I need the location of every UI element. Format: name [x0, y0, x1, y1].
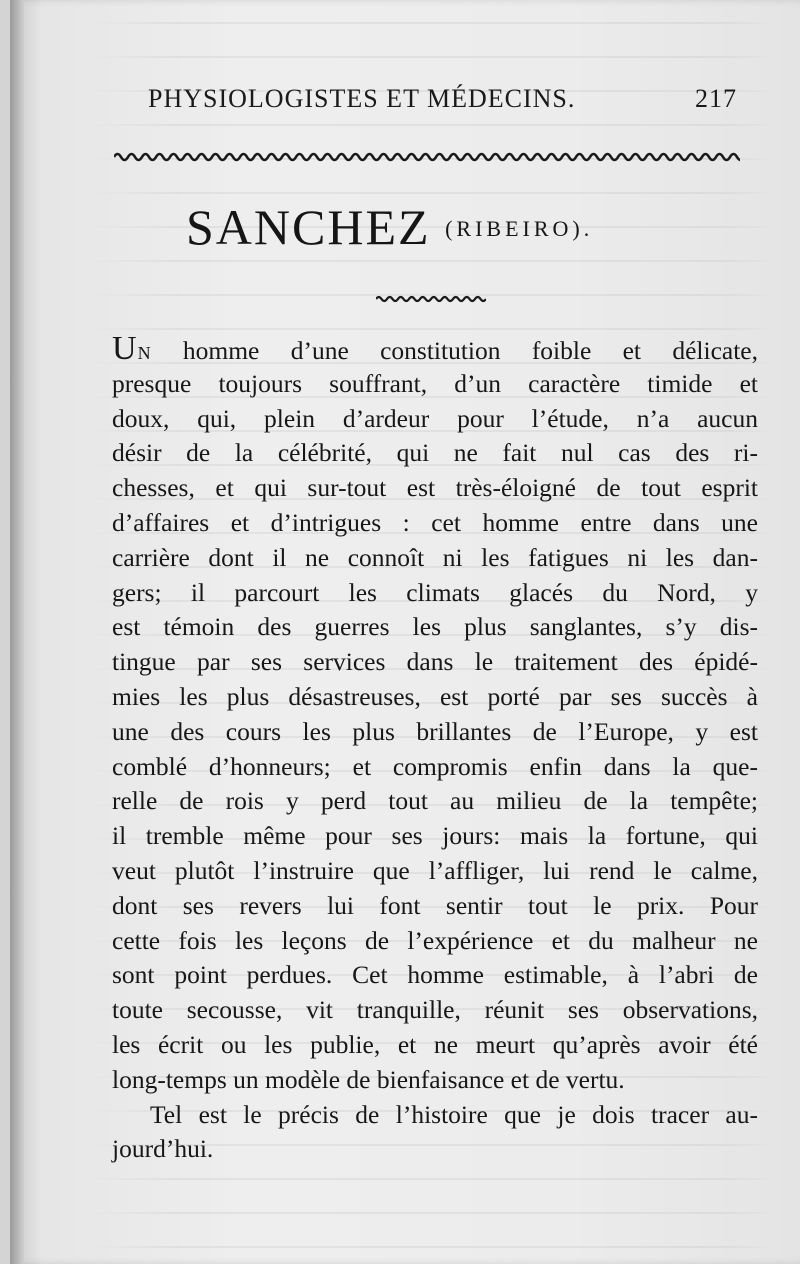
body-line: il tremble même pour ses jours: mais la fortune, qui	[112, 821, 758, 851]
title-rule-ornament	[376, 292, 486, 306]
page-number: 217	[695, 84, 737, 113]
body-line: veut plutôt l’instruire que l’affliger, lui rend le calme,	[112, 855, 758, 885]
book-page	[10, 0, 800, 1264]
body-line-paragraph-2-end: jourd’hui.	[112, 1134, 214, 1164]
body-line: dont ses revers lui font sentir tout le prix. Pour	[112, 890, 758, 920]
body-line: les écrit ou les publie, et ne meurt qu’après avoir été	[112, 1029, 758, 1059]
body-line: presque toujours souffrant, d’un caractère timide et	[112, 368, 758, 398]
body-line-text: homme d’une constitution foible et délicate,	[151, 336, 758, 365]
body-line: toute secousse, vit tranquille, réunit ses observations,	[112, 995, 758, 1025]
body-line: est témoin des guerres les plus sanglantes, s’y dis-	[112, 612, 758, 642]
body-line: sont point perdues. Cet homme estimable, à l’abri de	[112, 960, 758, 990]
title-given-name: (RIBEIRO).	[445, 216, 594, 241]
body-line: mies les plus désastreuses, est porté par ses succès à	[112, 681, 758, 711]
page-gutter	[10, 0, 24, 1264]
body-line: une des cours les plus brillantes de l’Europe, y est	[112, 716, 758, 746]
body-line: comblé d’honneurs; et compromis enfin dans la que-	[112, 751, 758, 781]
body-line: chesses, et qui sur-tout est très-éloigné de tout esprit	[112, 473, 758, 503]
body-line-paragraph-2: Tel est le précis de l’histoire que je dois tracer au-	[150, 1099, 758, 1129]
running-head	[148, 84, 748, 114]
body-line: cette fois les leçons de l’expérience et du malheur ne	[112, 925, 758, 955]
body-line: gers; il parcourt les climats glacés du Nord, y	[112, 577, 758, 607]
body-line: relle de rois y perd tout au milieu de la tempête;	[112, 786, 758, 816]
body-line: tingue par ses services dans le traitement des épidé-	[112, 647, 758, 677]
initial-small-caps: N	[137, 343, 152, 363]
body-line: doux, qui, plein d’ardeur pour l’étude, n’a aucun	[112, 403, 758, 433]
body-line-paragraph-end: long-temps un modèle de bienfaisance et de vertu.	[112, 1064, 625, 1094]
body-line: carrière dont il ne connoît ni les fatigues ni les dan-	[112, 542, 758, 572]
body-text	[112, 332, 758, 1167]
article-title	[186, 198, 593, 256]
body-line: d’affaires et d’intrigues : cet homme entre dans une	[112, 507, 758, 537]
title-surname: SANCHEZ	[186, 199, 431, 255]
body-line: désir de la célébrité, qui ne fait nul cas des ri-	[112, 438, 758, 468]
body-line-first	[112, 332, 758, 367]
running-title: PHYSIOLOGISTES ET MÉDECINS.	[148, 84, 576, 113]
header-rule-ornament	[114, 148, 740, 166]
initial-capital: U	[112, 330, 138, 367]
